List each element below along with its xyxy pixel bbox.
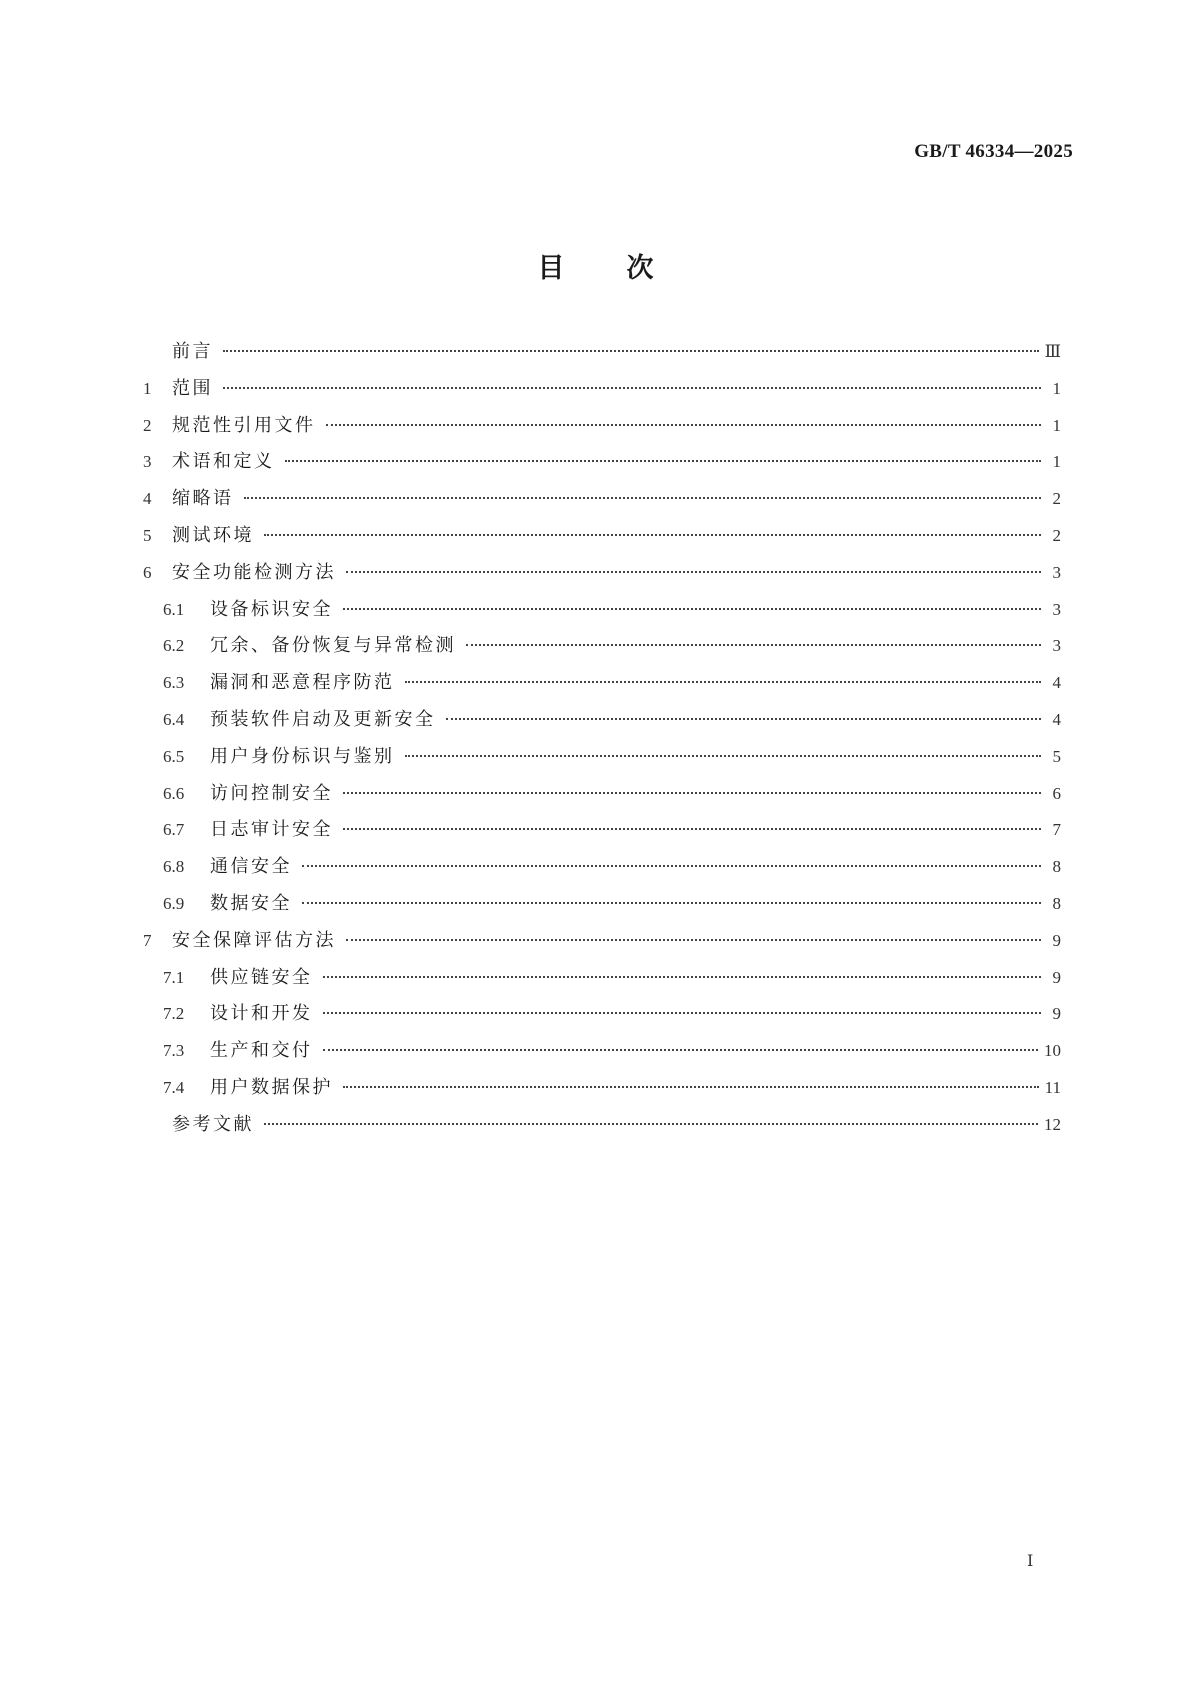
toc-entry-label: 用户身份标识与鉴别 bbox=[210, 745, 395, 767]
toc-dot-leader bbox=[405, 681, 1042, 683]
toc-entry[interactable] bbox=[143, 377, 1061, 414]
toc-entry-page: 3 bbox=[1052, 562, 1061, 582]
page-number: Ⅰ bbox=[1027, 1553, 1034, 1570]
toc-dot-leader bbox=[323, 1012, 1042, 1014]
toc-entry-label: 漏洞和恶意程序防范 bbox=[210, 672, 395, 694]
toc-entry[interactable] bbox=[143, 708, 1061, 745]
toc-entry-number: 6.4 bbox=[163, 709, 185, 729]
toc-dot-leader bbox=[285, 460, 1042, 462]
toc-entry[interactable] bbox=[143, 340, 1061, 377]
toc-entry-label: 安全功能检测方法 bbox=[172, 561, 336, 583]
toc-entry-number: 7.4 bbox=[163, 1077, 185, 1097]
toc-entry-label: 参考文献 bbox=[172, 1113, 254, 1135]
toc-entry-number: 7.3 bbox=[163, 1041, 185, 1061]
toc-entry-label: 规范性引用文件 bbox=[172, 414, 316, 436]
page-title: 目次 bbox=[537, 253, 716, 284]
toc-entry[interactable] bbox=[143, 745, 1061, 782]
toc-entry[interactable] bbox=[143, 1039, 1061, 1076]
toc-entry-page: 8 bbox=[1052, 857, 1061, 877]
toc-entry-number: 2 bbox=[143, 415, 152, 435]
toc-dot-leader bbox=[326, 424, 1042, 426]
toc-entry-page: 12 bbox=[1044, 1114, 1061, 1134]
toc-entry-page: 2 bbox=[1052, 525, 1061, 545]
toc-entry-number: 5 bbox=[143, 525, 152, 545]
toc-dot-leader bbox=[343, 608, 1041, 610]
toc-entry-page: 10 bbox=[1044, 1041, 1061, 1061]
toc-dot-leader bbox=[302, 902, 1041, 904]
toc-entry-label: 通信安全 bbox=[210, 856, 292, 878]
toc-entry-page: Ⅲ bbox=[1044, 342, 1061, 361]
toc-entry[interactable] bbox=[143, 598, 1061, 635]
toc-entry-page: 7 bbox=[1052, 820, 1061, 840]
toc-entry-number: 6.2 bbox=[163, 636, 185, 656]
toc-entry[interactable] bbox=[143, 966, 1061, 1003]
table-of-contents bbox=[143, 340, 1061, 1150]
toc-dot-leader bbox=[446, 718, 1042, 720]
toc-entry-page: 6 bbox=[1052, 783, 1061, 803]
toc-entry-number: 6.1 bbox=[163, 599, 185, 619]
toc-dot-leader bbox=[302, 865, 1041, 867]
toc-entry-page: 5 bbox=[1052, 746, 1061, 766]
toc-entry[interactable] bbox=[143, 855, 1061, 892]
toc-dot-leader bbox=[264, 1123, 1038, 1125]
toc-entry-number: 6.7 bbox=[163, 820, 185, 840]
toc-entry-page: 11 bbox=[1044, 1077, 1061, 1097]
toc-dot-leader bbox=[346, 939, 1041, 941]
toc-entry-label: 数据安全 bbox=[210, 892, 292, 914]
toc-entry-number: 4 bbox=[143, 489, 152, 509]
toc-dot-leader bbox=[405, 755, 1042, 757]
toc-entry[interactable] bbox=[143, 892, 1061, 929]
standard-code: GB/T 46334—2025 bbox=[914, 141, 1073, 162]
toc-entry-page: 9 bbox=[1052, 930, 1061, 950]
toc-dot-leader bbox=[323, 976, 1042, 978]
toc-entry-number: 7 bbox=[143, 930, 152, 950]
toc-entry[interactable] bbox=[143, 414, 1061, 451]
toc-dot-leader bbox=[343, 1086, 1039, 1088]
toc-entry-number: 6.6 bbox=[163, 783, 185, 803]
toc-entry-label: 缩略语 bbox=[172, 488, 234, 510]
toc-entry-number: 6.9 bbox=[163, 893, 185, 913]
toc-entry-number: 3 bbox=[143, 452, 152, 472]
toc-entry[interactable] bbox=[143, 929, 1061, 966]
toc-entry-page: 3 bbox=[1052, 636, 1061, 656]
toc-entry-page: 4 bbox=[1052, 673, 1061, 693]
toc-entry-page: 1 bbox=[1052, 415, 1061, 435]
toc-entry[interactable] bbox=[143, 561, 1061, 598]
toc-entry-number: 6 bbox=[143, 562, 152, 582]
toc-entry-page: 1 bbox=[1052, 378, 1061, 398]
toc-entry-page: 9 bbox=[1052, 967, 1061, 987]
toc-entry-label: 访问控制安全 bbox=[210, 782, 333, 804]
toc-entry-label: 安全保障评估方法 bbox=[172, 929, 336, 951]
toc-entry-number: 7.1 bbox=[163, 967, 185, 987]
toc-entry-page: 8 bbox=[1052, 893, 1061, 913]
toc-dot-leader bbox=[343, 792, 1041, 794]
toc-entry[interactable] bbox=[143, 1002, 1061, 1039]
toc-entry-label: 范围 bbox=[172, 377, 213, 399]
toc-entry[interactable] bbox=[143, 524, 1061, 561]
toc-dot-leader bbox=[346, 571, 1041, 573]
toc-entry-number: 6.8 bbox=[163, 857, 185, 877]
toc-entry-label: 测试环境 bbox=[172, 524, 254, 546]
toc-entry-page: 2 bbox=[1052, 489, 1061, 509]
toc-entry[interactable] bbox=[143, 634, 1061, 671]
toc-entry-label: 预装软件启动及更新安全 bbox=[210, 708, 436, 730]
toc-entry-label: 设备标识安全 bbox=[210, 598, 333, 620]
toc-dot-leader bbox=[323, 1049, 1039, 1051]
toc-entry[interactable] bbox=[143, 450, 1061, 487]
toc-entry-page: 3 bbox=[1052, 599, 1061, 619]
toc-dot-leader bbox=[223, 387, 1041, 389]
toc-entry[interactable] bbox=[143, 782, 1061, 819]
toc-dot-leader bbox=[244, 497, 1042, 499]
toc-entry-page: 9 bbox=[1052, 1004, 1061, 1024]
toc-dot-leader bbox=[264, 534, 1041, 536]
toc-entry-page: 1 bbox=[1052, 452, 1061, 472]
toc-entry-label: 前言 bbox=[172, 341, 213, 362]
toc-entry-label: 设计和开发 bbox=[210, 1003, 313, 1025]
toc-entry[interactable] bbox=[143, 818, 1061, 855]
toc-entry-label: 用户数据保护 bbox=[210, 1076, 333, 1098]
toc-entry-label: 术语和定义 bbox=[172, 451, 275, 473]
toc-entry-label: 日志审计安全 bbox=[210, 819, 333, 841]
toc-entry[interactable] bbox=[143, 1113, 1061, 1150]
toc-entry-number: 6.3 bbox=[163, 673, 185, 693]
toc-entry-number: 1 bbox=[143, 378, 152, 398]
toc-entry-page: 4 bbox=[1052, 709, 1061, 729]
toc-entry-number: 7.2 bbox=[163, 1004, 185, 1024]
toc-dot-leader bbox=[223, 350, 1039, 352]
toc-entry[interactable] bbox=[143, 1076, 1061, 1113]
toc-entry-label: 生产和交付 bbox=[210, 1040, 313, 1062]
toc-dot-leader bbox=[466, 644, 1041, 646]
toc-entry-label: 冗余、备份恢复与异常检测 bbox=[210, 635, 456, 657]
toc-entry-label: 供应链安全 bbox=[210, 966, 313, 988]
toc-dot-leader bbox=[343, 828, 1041, 830]
toc-entry-number: 6.5 bbox=[163, 746, 185, 766]
toc-entry[interactable] bbox=[143, 671, 1061, 708]
toc-entry[interactable] bbox=[143, 487, 1061, 524]
